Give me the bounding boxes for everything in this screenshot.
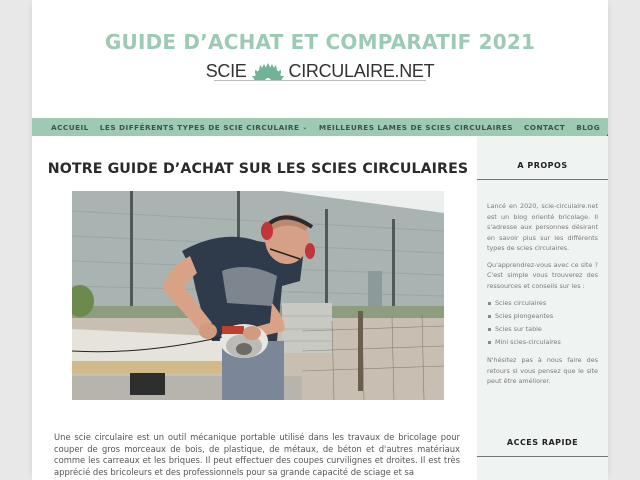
logo-text-left: SCIE	[205, 60, 247, 81]
nav-item-contact[interactable]	[524, 123, 565, 132]
site-tagline: GUIDE D’ACHAT ET COMPARATIF 2021	[104, 30, 536, 54]
nav-item-label: MEILLEURES LAMES DE SCIES CIRCULAIRES	[318, 122, 513, 132]
page-container	[32, 0, 608, 480]
nav-item-label: ACCUEIL	[51, 122, 89, 132]
main-nav	[32, 118, 608, 136]
about-paragraph-2: Qu'apprendrez-vous avec ce site ? C'est simple vous trouverez des ressources et conseils sur les :	[487, 260, 598, 290]
chevron-down-icon: ⌄	[302, 123, 308, 131]
logo-text-right: CIRCULAIRE.NET	[288, 60, 435, 81]
site-header	[32, 0, 608, 118]
sidebar	[477, 136, 608, 480]
site-logo[interactable]	[205, 59, 435, 83]
quick-access-title: ACCES RAPIDE	[477, 438, 608, 457]
nav-item-lames[interactable]	[319, 123, 513, 132]
about-widget-body	[477, 180, 608, 387]
saw-blade-icon	[250, 61, 286, 81]
about-list	[487, 297, 598, 349]
list-item: Mini scies-circulaires	[487, 336, 598, 349]
nav-item-label: CONTACT	[523, 122, 566, 132]
list-item: Scies circulaires	[487, 297, 598, 310]
about-paragraph-1: Lancé en 2020, scie-circulaire.net est un blog orienté bricolage. Il s'adresse aux personnes désirant en savoir plus sur les différents types de scies circulaires.	[487, 202, 598, 252]
about-widget-title: A PROPOS	[477, 136, 608, 180]
search-icon[interactable]	[606, 122, 608, 132]
about-paragraph-3: N'hésitez pas à nous faire des retours si vous pensez que le site peut être améliorer.	[487, 356, 598, 385]
nav-item-label: LES DIFFÉRENTS TYPES DE SCIE CIRCULAIRE	[99, 122, 300, 132]
page-title: NOTRE GUIDE D’ACHAT SUR LES SCIES CIRCULAIRES	[47, 161, 469, 177]
logo-underline	[214, 80, 426, 81]
nav-item-blog[interactable]	[576, 123, 600, 132]
hero-image	[72, 191, 444, 400]
nav-item-types[interactable]	[100, 123, 308, 132]
intro-paragraph: Une scie circulaire est un outil mécanique portable utilisé dans les travaux de bricolage pour couper de gros morceaux de bois, de plastique, de métaux, de béton et d'autres matériaux comme les carreaux et les briques. Il peut effectuer des coupes curvilignes et droites. Il est très apprécié des bricoleurs et des professionnels pour sa grande capacité de sciage et sa	[54, 432, 460, 478]
list-item: Scies sur table	[487, 323, 598, 336]
nav-item-accueil[interactable]	[51, 123, 89, 132]
about-widget	[477, 136, 608, 387]
quick-access-widget	[477, 438, 608, 457]
list-item: Scies plongeantes	[487, 310, 598, 323]
nav-item-label: BLOG	[576, 122, 601, 132]
